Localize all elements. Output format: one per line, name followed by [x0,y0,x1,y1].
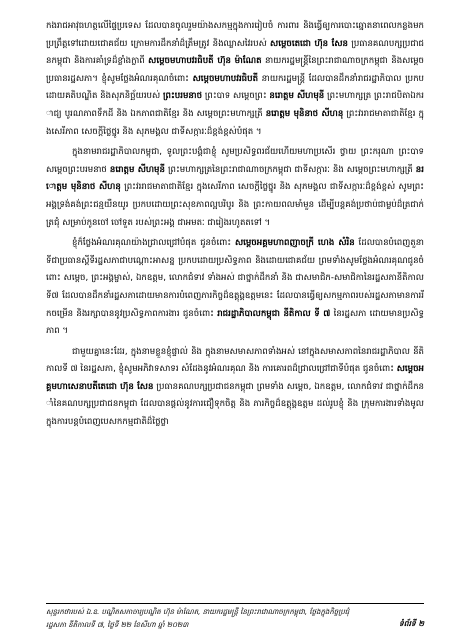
body-text: នាយករដ្ឋមន្ត្រីនៃព្រះរាជាណាចក្រកម្ពុជា និងសម្តេចប្រធានរដ្ឋសភា។ ខ្ញុំសូមថ្លែងអំណរគុណចំពោះ [46,56,424,84]
body-text: ប្រធានគណបក្សប្រជាជនកម្ពុជា ព្រមទាំង សម្តេច, ឯកឧត្តម, លោកជំទាវ ជាថ្នាក់ដឹកនាំនៃគណបក្សប្រជាជនកម្ពុជា ដែលបានផ្តល់នូវការជឿទុកចិត្ត និង ភារកិច្ចដ៏ឧត្តុង្គឧត្តម ដល់រូបខ្ញុំ និង ក្រុមការងារទាំងមូល ក្នុងការបន្តបំពេញបេសកកម្មជាតិដ៏ថ្លៃថ្លា [46,381,424,428]
bold-name-text: រាជរដ្ឋាភិបាលកម្ពុជា នីតិកាល ទី ៧ [217,308,331,319]
body-text: ព្រះមហាក្សត្រនៃព្រះរាជាណាចក្រកម្ពុជា ជាទីសក្ការៈ និង សម្តេចព្រះមហាក្សត្រី [164,164,416,175]
body-text: ក្នុងនាមរាជរដ្ឋាភិបាលកម្ពុជា, ទូលព្រះបង្គំជាខ្ញុំ សូមប្រសិទ្ធពរជ័យហើយមហាប្រសើរ ថ្វាយ ព្រះករុណា ព្រះបាទ សម្តេចព្រះបរមនាថ [46,147,424,175]
body-text: ព្រះវររាជមាតាជាតិខ្មែរ ក្នុងសេរីភាព សេចក្តីថ្លៃថ្នូរ និង សុភមង្គល ជាទីសក្ការៈដ៏ខ្ពង់ខ្ពស់បំផុត ។ [46,108,424,137]
body-text: ជាមួយគ្នានេះដែរ, ក្នុងនាមខ្លួនខ្ញុំផ្ទាល់ និង ក្នុងនាមសមាសភាពទាំងអស់ នៅក្នុងសមាសភាពនៃរាជរដ្ឋាភិបាល នីតិកាលទី ៧ នៃរដ្ឋសភា, ខ្ញុំសូមអភិវាទសាទរ សំដែងនូវអំណរគុណ និង ការគោរពដ៏ជ្រាលជ្រៅជាទីបំផុត ជូនចំពោះ [46,346,424,375]
bold-name-text: នរោត្តម សីហមុនី [109,164,165,175]
body-text: ប្រធានគណបក្សប្រជាជនកម្ពុជា និងការគាំទ្រដ៏ខ្លាំងក្លាពី [46,38,424,67]
body-text: នាយករដ្ឋមន្ត្រី ដែលបានដឹកនាំរាជរដ្ឋាភិបាល ប្រកបដោយគតិបណ្ឌិត និងសុភនិច្ឆ័យរបស់ [46,73,424,102]
body-text: ព្រះវររាជមាតាជាតិខ្មែរ ក្នុងសេរីភាព សេចក្តីថ្លៃថ្នូរ និង សុភមង្គល ជាទីសក្ការៈដ៏ខ្ពង់ខ្ពស់ សូមព្រះអង្គទ្រង់គង់ព្រះជន្មយឺនយូរ ប្រកបដោយព្រះសុខភាពល្អបរិបូរ និង ព្រះកាយពលមាំមួន ដើម្បីបន្តគង់ប្រថាប់ជាម្លប់ដ៏ត្រជាក់ត្រជុំ សម្រាប់កូនចៅ ចៅទួត របស់ព្រះអង្គ ជាអមតៈ ជារៀងរហូតតទៅ ។ [46,182,424,228]
body-text: នៃរដ្ឋសភា ដោយមានប្រសិទ្ធភាព ។ [46,308,424,337]
bold-name-text: សម្តេចតេជោ ហ៊ុន សែន [270,38,349,49]
footer-divider [46,603,424,604]
page-footer [46,606,424,632]
footer-caption-line-1: សុន្ទរកថារបស់ ឯ.ឧ. បណ្ឌិតសភាចារ្យបណ្ឌិត ហ៊ុន ម៉ាណែត, នាយករដ្ឋមន្ត្រី នៃព្រះរាជាណាចក្រកម្ពុជា, ថ្លែងក្នុងកិច្ចប្រជុំ [46,608,350,616]
bold-name-text: នរោត្តម មុនិនាថ សីហនុ [46,164,424,193]
paragraph-3 [46,235,424,341]
document-body [46,18,424,602]
body-text: ព្រះមហាក្សត្រ ព្រះរាជបិតាឯករាជ្យ បូរណភាពទឹកដី និង ឯកភាពជាតិខ្មែរ និង សម្តេចព្រះមហាក្សត្រី [46,91,424,119]
bold-name-text: សម្តេចមហាបវរធិបតី [192,73,259,84]
bold-name-text: នរោត្តម សីហមុនី [269,91,325,102]
bold-name-text: នរោត្តម មុនិនាថ សីហនុ [265,108,344,119]
bold-name-text: សម្តេចអគ្គមហាសេនាបតីតេជោ ហ៊ុន សែន [46,364,424,392]
body-text: ព្រះបាទ សម្តេចព្រះ [202,91,270,102]
bold-name-text: សម្តេចមហាបវរធិបតី ហ៊ុន ម៉ាណែត [148,56,262,67]
page-number: ទំព័រទី ២ [399,619,424,628]
paragraph-2 [46,144,424,232]
body-text: ខ្ញុំក៏ថ្លែងអំណរគុណយ៉ាងជ្រាលជ្រៅបំផុត ជូនចំពោះ [72,238,235,249]
body-text: កងរាជអាវុធហត្ថលើផ្ទៃប្រទេស ដែលបានចូលរួមយ៉ាងសកម្មក្នុងការរៀបចំ ការពារ និងធ្វើឲ្យការបោះឆ្នោតនាពេលកន្លងមកប្រព្រឹត្តទៅដោយជោគជ័យ ក្រោមការដឹកនាំដ៏ត្រឹមត្រូវ និងឈ្លាសវៃរបស់ [46,21,424,49]
bold-name-text: ព្រះបរមនាថ [162,91,203,102]
paragraph-4 [46,344,424,432]
paragraph-1 [46,18,424,141]
body-text: ដែលបានបំពេញតួនាទីជាប្រធានស្តីទីរដ្ឋសភាជាបណ្តោះអាសន្ន ប្រកបដោយប្រសិទ្ធភាព និងដោយជោគជ័យ ព្រមទាំងសូមថ្លែងអំណរគុណជូនចំពោះ សម្តេច, ព្រះអង្គម្ចាស់, ឯកឧត្តម, លោកជំទាវ ទាំងអស់ ជាថ្នាក់ដឹកនាំ និង ជាសមាជិក-សមាជិកានៃរដ្ឋសភានីតិកាលទី៧ ដែលបានដឹកនាំរដ្ឋសភាដោយមានការបំពេញភារកិច្ចដ៏ឧត្តុង្គឧត្តមនេះ ដែលបានធ្វើឲ្យសកម្មភាពរបស់រដ្ឋសភាមានការរីកចម្រើន និងរក្សាបាននូវប្រសិទ្ធភាពការងារ ជូនចំពោះ [46,238,424,319]
bold-name-text: សម្តេចអគ្គមហាពញាចក្រី ហេង សំរិន [234,238,355,249]
footer-caption-line-2: រដ្ឋសភា នីតិកាលទី ៧, ថ្ងៃទី ២២ ខែសីហា ឆ្នាំ ២០២៣ [46,621,189,629]
